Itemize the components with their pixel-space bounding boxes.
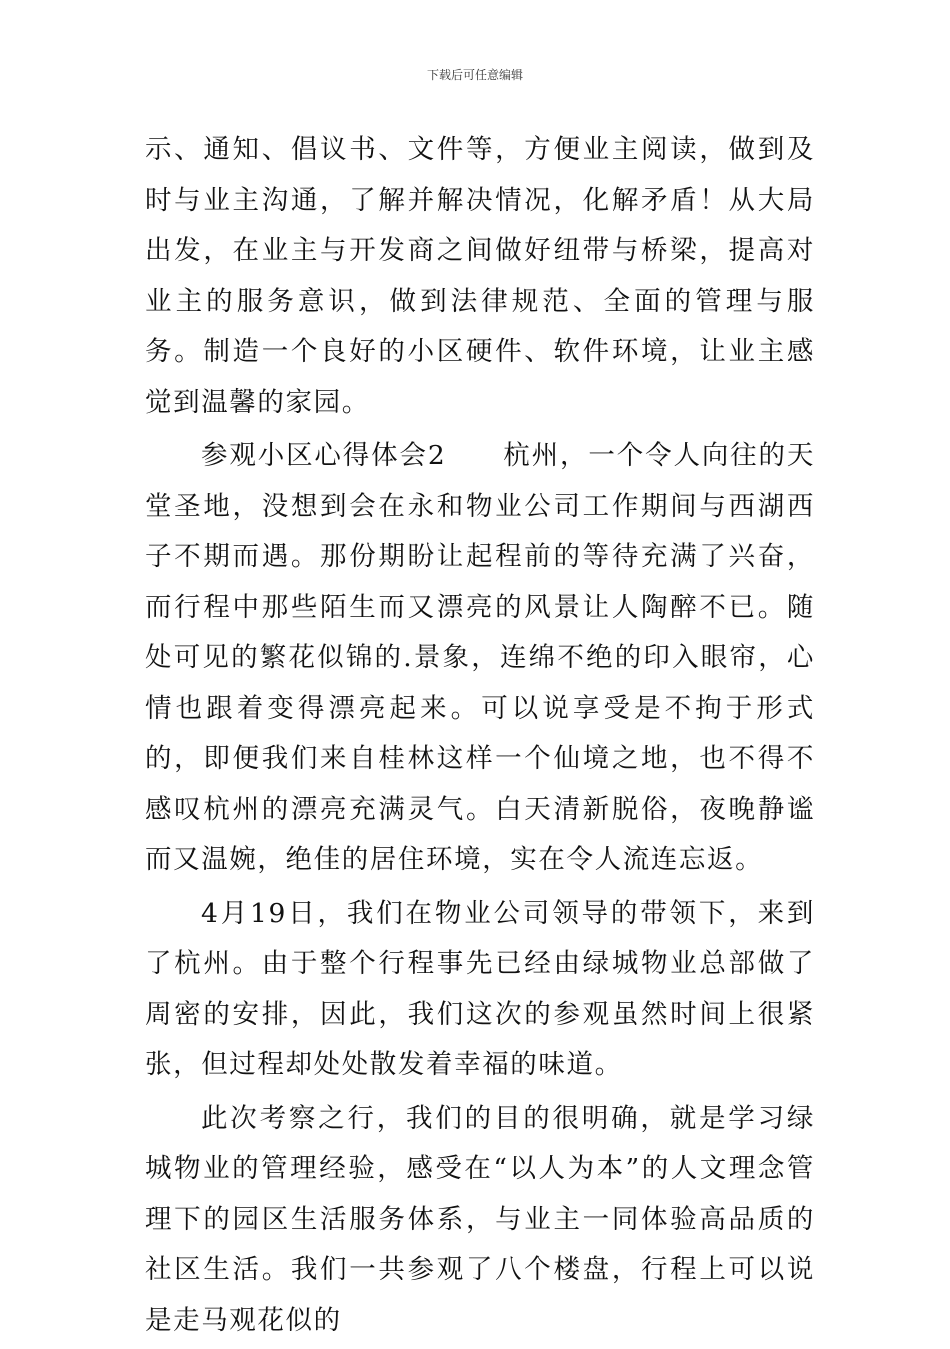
document-body (145, 125, 815, 1349)
paragraph-2: 参观小区心得体会2 杭州，一个令人向往的天堂圣地，没想到会在永和物业公司工作期间与西湖西子不期而遇。那份期盼让起程前的等待充满了兴奋，而行程中那些陌生而又漂亮的风景让人陶醉不已。随处可见的繁花似锦的.景象，连绵不绝的印入眼帘，心情也跟着变得漂亮起来。可以说享受是不拘于形式的，即便我们来自桂林这样一个仙境之地，也不得不感叹杭州的漂亮充满灵气。白天清新脱俗，夜晚静谧而又温婉，绝佳的居住环境，实在令人流连忘返。 (145, 440, 815, 875)
page-header-note: 下载后可任意编辑 (426, 68, 523, 82)
paragraph-3: 4月19日，我们在物业公司领导的带领下，来到了杭州。由于整个行程事先已经由绿城物业总部做了周密的安排，因此，我们这次的参观虽然时间上很紧张，但过程却处处散发着幸福的味道。 (145, 897, 815, 1080)
paragraph-4: 此次考察之行，我们的目的很明确，就是学习绿城物业的管理经验，感受在“以人为本”的人文理念管理下的园区生活服务体系，与业主一同体验高品质的社区生活。我们一共参观了八个楼盘，行程上可以说是走马观花似的 (145, 1102, 815, 1336)
paragraph-1: 示、通知、倡议书、文件等，方便业主阅读，做到及时与业主沟通，了解并解决情况，化解矛盾！从大局出发，在业主与开发商之间做好纽带与桥梁，提高对业主的服务意识，做到法律规范、全面的管理与服务。制造一个良好的小区硬件、软件环境，让业主感觉到温馨的家园。 (145, 134, 815, 418)
